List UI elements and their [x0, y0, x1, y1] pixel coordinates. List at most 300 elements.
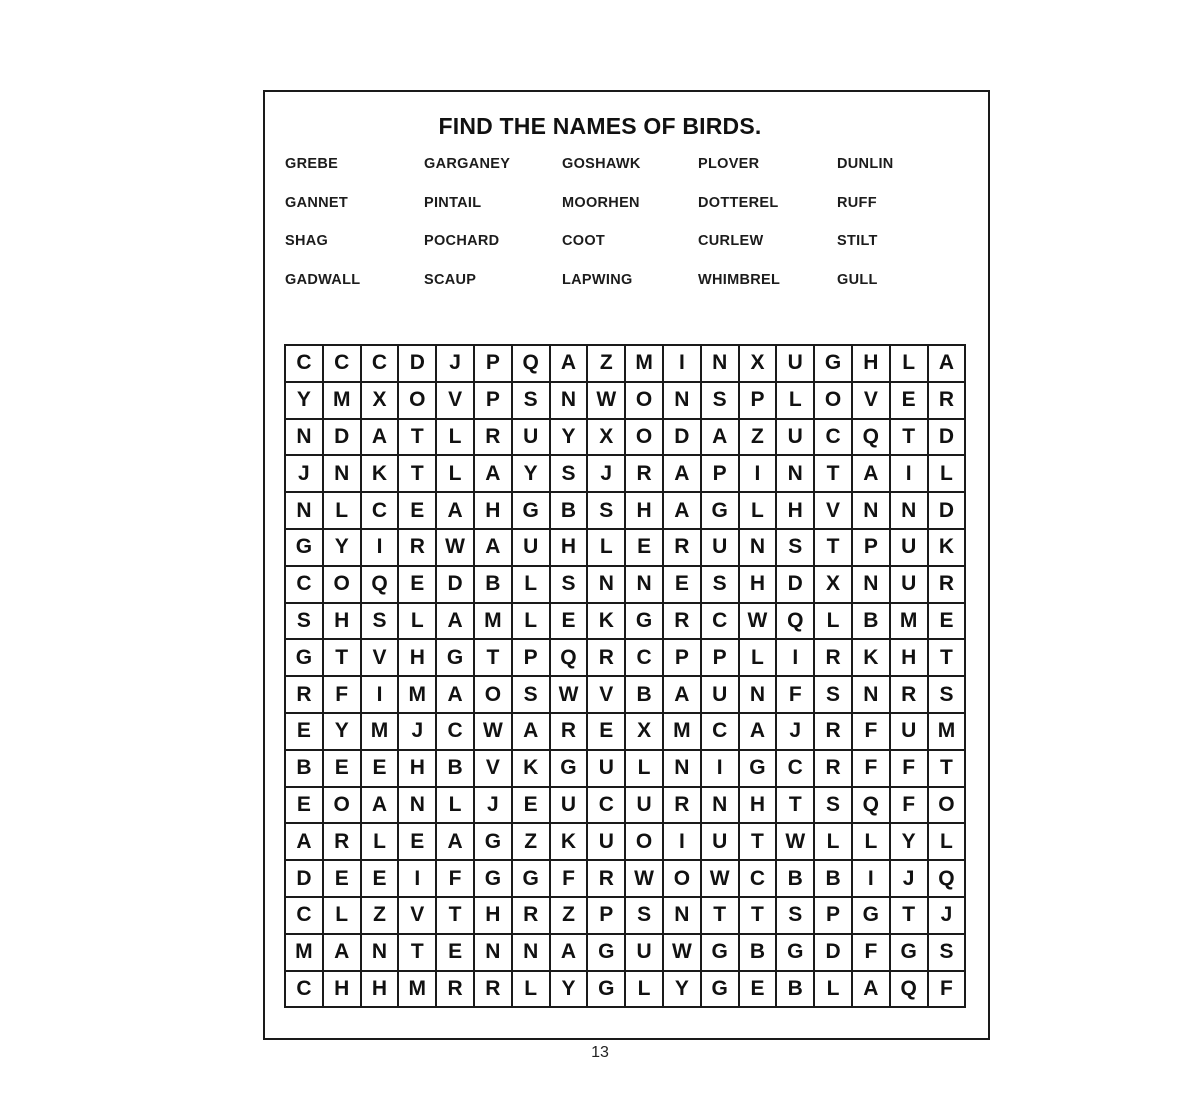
grid-cell[interactable]: E: [399, 493, 437, 530]
grid-cell[interactable]: U: [891, 530, 929, 567]
grid-cell[interactable]: H: [551, 530, 589, 567]
grid-cell[interactable]: G: [891, 935, 929, 972]
grid-cell[interactable]: M: [664, 714, 702, 751]
grid-cell[interactable]: D: [286, 861, 324, 898]
grid-cell[interactable]: H: [324, 604, 362, 641]
grid-cell[interactable]: I: [777, 640, 815, 677]
grid-cell[interactable]: E: [740, 972, 778, 1009]
grid-cell[interactable]: O: [664, 861, 702, 898]
grid-cell[interactable]: J: [588, 456, 626, 493]
grid-cell[interactable]: E: [399, 567, 437, 604]
grid-cell[interactable]: C: [286, 972, 324, 1009]
grid-cell[interactable]: R: [929, 567, 967, 604]
grid-cell[interactable]: Y: [324, 714, 362, 751]
grid-cell[interactable]: C: [324, 346, 362, 383]
grid-cell[interactable]: D: [664, 420, 702, 457]
grid-cell[interactable]: Y: [513, 456, 551, 493]
grid-cell[interactable]: F: [437, 861, 475, 898]
grid-cell[interactable]: R: [664, 788, 702, 825]
grid-cell[interactable]: C: [702, 604, 740, 641]
grid-cell[interactable]: E: [286, 788, 324, 825]
grid-cell[interactable]: E: [437, 935, 475, 972]
grid-cell[interactable]: O: [475, 677, 513, 714]
grid-cell[interactable]: O: [626, 383, 664, 420]
grid-cell[interactable]: P: [815, 898, 853, 935]
grid-cell[interactable]: H: [399, 751, 437, 788]
grid-cell[interactable]: Y: [286, 383, 324, 420]
grid-cell[interactable]: B: [853, 604, 891, 641]
grid-cell[interactable]: N: [740, 530, 778, 567]
grid-cell[interactable]: T: [891, 420, 929, 457]
grid-cell[interactable]: P: [702, 640, 740, 677]
grid-cell[interactable]: C: [588, 788, 626, 825]
grid-cell[interactable]: E: [626, 530, 664, 567]
grid-cell[interactable]: A: [551, 346, 589, 383]
grid-cell[interactable]: O: [626, 420, 664, 457]
grid-cell[interactable]: R: [324, 824, 362, 861]
grid-cell[interactable]: L: [437, 788, 475, 825]
grid-cell[interactable]: K: [853, 640, 891, 677]
grid-cell[interactable]: X: [588, 420, 626, 457]
grid-cell[interactable]: O: [929, 788, 967, 825]
grid-cell[interactable]: V: [437, 383, 475, 420]
grid-cell[interactable]: I: [740, 456, 778, 493]
grid-cell[interactable]: D: [815, 935, 853, 972]
grid-cell[interactable]: M: [399, 677, 437, 714]
grid-cell[interactable]: V: [588, 677, 626, 714]
grid-cell[interactable]: Y: [324, 530, 362, 567]
grid-cell[interactable]: N: [891, 493, 929, 530]
grid-cell[interactable]: E: [399, 824, 437, 861]
grid-cell[interactable]: U: [702, 824, 740, 861]
grid-cell[interactable]: A: [437, 677, 475, 714]
grid-cell[interactable]: E: [513, 788, 551, 825]
grid-cell[interactable]: C: [815, 420, 853, 457]
grid-cell[interactable]: D: [929, 420, 967, 457]
grid-cell[interactable]: A: [324, 935, 362, 972]
grid-cell[interactable]: Q: [891, 972, 929, 1009]
grid-cell[interactable]: H: [475, 898, 513, 935]
grid-cell[interactable]: W: [551, 677, 589, 714]
grid-cell[interactable]: E: [362, 751, 400, 788]
grid-cell[interactable]: U: [551, 788, 589, 825]
grid-cell[interactable]: F: [929, 972, 967, 1009]
grid-cell[interactable]: Y: [664, 972, 702, 1009]
grid-cell[interactable]: A: [664, 456, 702, 493]
grid-cell[interactable]: T: [929, 640, 967, 677]
grid-cell[interactable]: N: [324, 456, 362, 493]
grid-cell[interactable]: B: [777, 972, 815, 1009]
grid-cell[interactable]: E: [324, 861, 362, 898]
grid-cell[interactable]: K: [588, 604, 626, 641]
grid-cell[interactable]: T: [324, 640, 362, 677]
grid-cell[interactable]: T: [929, 751, 967, 788]
grid-cell[interactable]: S: [929, 935, 967, 972]
grid-cell[interactable]: L: [740, 493, 778, 530]
grid-cell[interactable]: H: [891, 640, 929, 677]
grid-cell[interactable]: W: [664, 935, 702, 972]
grid-cell[interactable]: Y: [551, 972, 589, 1009]
grid-cell[interactable]: L: [324, 493, 362, 530]
grid-cell[interactable]: L: [399, 604, 437, 641]
grid-cell[interactable]: F: [891, 788, 929, 825]
grid-cell[interactable]: N: [362, 935, 400, 972]
grid-cell[interactable]: D: [324, 420, 362, 457]
grid-cell[interactable]: A: [853, 456, 891, 493]
grid-cell[interactable]: X: [740, 346, 778, 383]
grid-cell[interactable]: P: [588, 898, 626, 935]
grid-cell[interactable]: N: [702, 788, 740, 825]
grid-cell[interactable]: L: [626, 972, 664, 1009]
grid-cell[interactable]: R: [815, 714, 853, 751]
grid-cell[interactable]: J: [777, 714, 815, 751]
grid-cell[interactable]: H: [324, 972, 362, 1009]
grid-cell[interactable]: W: [740, 604, 778, 641]
grid-cell[interactable]: H: [777, 493, 815, 530]
grid-cell[interactable]: M: [399, 972, 437, 1009]
grid-cell[interactable]: Q: [513, 346, 551, 383]
grid-cell[interactable]: J: [286, 456, 324, 493]
grid-cell[interactable]: R: [475, 972, 513, 1009]
grid-cell[interactable]: U: [777, 420, 815, 457]
grid-cell[interactable]: D: [777, 567, 815, 604]
grid-cell[interactable]: H: [740, 567, 778, 604]
grid-cell[interactable]: Q: [777, 604, 815, 641]
grid-cell[interactable]: G: [513, 861, 551, 898]
grid-cell[interactable]: E: [324, 751, 362, 788]
grid-cell[interactable]: U: [513, 420, 551, 457]
grid-cell[interactable]: M: [891, 604, 929, 641]
grid-cell[interactable]: I: [891, 456, 929, 493]
grid-cell[interactable]: R: [475, 420, 513, 457]
grid-cell[interactable]: S: [286, 604, 324, 641]
grid-cell[interactable]: A: [475, 530, 513, 567]
grid-cell[interactable]: S: [702, 383, 740, 420]
grid-cell[interactable]: R: [929, 383, 967, 420]
grid-cell[interactable]: E: [362, 861, 400, 898]
grid-cell[interactable]: N: [286, 493, 324, 530]
grid-cell[interactable]: S: [815, 788, 853, 825]
grid-cell[interactable]: W: [437, 530, 475, 567]
grid-cell[interactable]: G: [588, 935, 626, 972]
grid-cell[interactable]: G: [475, 861, 513, 898]
grid-cell[interactable]: G: [740, 751, 778, 788]
grid-cell[interactable]: M: [362, 714, 400, 751]
grid-cell[interactable]: A: [286, 824, 324, 861]
grid-cell[interactable]: A: [437, 824, 475, 861]
grid-cell[interactable]: B: [286, 751, 324, 788]
grid-cell[interactable]: L: [513, 972, 551, 1009]
grid-cell[interactable]: B: [551, 493, 589, 530]
grid-cell[interactable]: W: [702, 861, 740, 898]
grid-cell[interactable]: O: [324, 788, 362, 825]
grid-cell[interactable]: V: [815, 493, 853, 530]
grid-cell[interactable]: Z: [740, 420, 778, 457]
grid-cell[interactable]: B: [475, 567, 513, 604]
grid-cell[interactable]: L: [740, 640, 778, 677]
grid-cell[interactable]: N: [588, 567, 626, 604]
grid-cell[interactable]: T: [399, 456, 437, 493]
grid-cell[interactable]: U: [626, 788, 664, 825]
grid-cell[interactable]: U: [626, 935, 664, 972]
grid-cell[interactable]: T: [740, 824, 778, 861]
grid-cell[interactable]: N: [551, 383, 589, 420]
grid-cell[interactable]: N: [853, 677, 891, 714]
grid-cell[interactable]: G: [475, 824, 513, 861]
grid-cell[interactable]: T: [475, 640, 513, 677]
grid-cell[interactable]: R: [664, 604, 702, 641]
grid-cell[interactable]: N: [664, 751, 702, 788]
grid-cell[interactable]: K: [362, 456, 400, 493]
grid-cell[interactable]: P: [702, 456, 740, 493]
grid-cell[interactable]: T: [399, 420, 437, 457]
grid-cell[interactable]: N: [475, 935, 513, 972]
grid-cell[interactable]: T: [702, 898, 740, 935]
grid-cell[interactable]: O: [324, 567, 362, 604]
grid-cell[interactable]: R: [664, 530, 702, 567]
grid-cell[interactable]: A: [664, 493, 702, 530]
grid-cell[interactable]: F: [891, 751, 929, 788]
grid-cell[interactable]: F: [551, 861, 589, 898]
grid-cell[interactable]: L: [324, 898, 362, 935]
grid-cell[interactable]: B: [740, 935, 778, 972]
grid-cell[interactable]: L: [437, 420, 475, 457]
grid-cell[interactable]: R: [437, 972, 475, 1009]
grid-cell[interactable]: A: [362, 788, 400, 825]
grid-cell[interactable]: R: [815, 751, 853, 788]
grid-cell[interactable]: W: [475, 714, 513, 751]
grid-cell[interactable]: L: [929, 824, 967, 861]
grid-cell[interactable]: C: [286, 898, 324, 935]
grid-cell[interactable]: E: [588, 714, 626, 751]
grid-cell[interactable]: X: [626, 714, 664, 751]
grid-cell[interactable]: Z: [513, 824, 551, 861]
grid-cell[interactable]: U: [588, 824, 626, 861]
grid-cell[interactable]: L: [513, 604, 551, 641]
grid-cell[interactable]: L: [891, 346, 929, 383]
grid-cell[interactable]: Z: [588, 346, 626, 383]
grid-cell[interactable]: R: [286, 677, 324, 714]
grid-cell[interactable]: D: [399, 346, 437, 383]
grid-cell[interactable]: A: [437, 493, 475, 530]
grid-cell[interactable]: C: [362, 493, 400, 530]
grid-cell[interactable]: S: [588, 493, 626, 530]
grid-cell[interactable]: L: [362, 824, 400, 861]
grid-cell[interactable]: H: [626, 493, 664, 530]
grid-cell[interactable]: N: [664, 898, 702, 935]
grid-cell[interactable]: S: [362, 604, 400, 641]
grid-cell[interactable]: S: [551, 567, 589, 604]
grid-cell[interactable]: Y: [891, 824, 929, 861]
grid-cell[interactable]: R: [588, 640, 626, 677]
grid-cell[interactable]: L: [815, 972, 853, 1009]
grid-cell[interactable]: G: [815, 346, 853, 383]
grid-cell[interactable]: A: [362, 420, 400, 457]
grid-cell[interactable]: U: [777, 346, 815, 383]
grid-cell[interactable]: O: [815, 383, 853, 420]
grid-cell[interactable]: M: [324, 383, 362, 420]
grid-cell[interactable]: K: [551, 824, 589, 861]
grid-cell[interactable]: R: [626, 456, 664, 493]
grid-cell[interactable]: N: [853, 567, 891, 604]
grid-cell[interactable]: H: [362, 972, 400, 1009]
grid-cell[interactable]: Y: [551, 420, 589, 457]
grid-cell[interactable]: N: [513, 935, 551, 972]
grid-cell[interactable]: U: [702, 677, 740, 714]
grid-cell[interactable]: R: [588, 861, 626, 898]
grid-cell[interactable]: L: [437, 456, 475, 493]
grid-cell[interactable]: Z: [362, 898, 400, 935]
grid-cell[interactable]: Q: [362, 567, 400, 604]
grid-cell[interactable]: F: [853, 935, 891, 972]
grid-cell[interactable]: F: [777, 677, 815, 714]
grid-cell[interactable]: A: [929, 346, 967, 383]
grid-cell[interactable]: R: [399, 530, 437, 567]
grid-cell[interactable]: M: [929, 714, 967, 751]
grid-cell[interactable]: C: [437, 714, 475, 751]
grid-cell[interactable]: T: [399, 935, 437, 972]
grid-cell[interactable]: H: [399, 640, 437, 677]
grid-cell[interactable]: T: [740, 898, 778, 935]
grid-cell[interactable]: I: [664, 346, 702, 383]
grid-cell[interactable]: T: [815, 530, 853, 567]
grid-cell[interactable]: A: [702, 420, 740, 457]
grid-cell[interactable]: M: [626, 346, 664, 383]
grid-cell[interactable]: V: [853, 383, 891, 420]
grid-cell[interactable]: O: [399, 383, 437, 420]
grid-cell[interactable]: E: [891, 383, 929, 420]
grid-cell[interactable]: J: [891, 861, 929, 898]
grid-cell[interactable]: V: [399, 898, 437, 935]
grid-cell[interactable]: N: [626, 567, 664, 604]
grid-cell[interactable]: C: [286, 567, 324, 604]
grid-cell[interactable]: U: [513, 530, 551, 567]
grid-cell[interactable]: G: [702, 972, 740, 1009]
grid-cell[interactable]: V: [362, 640, 400, 677]
grid-cell[interactable]: D: [929, 493, 967, 530]
grid-cell[interactable]: R: [891, 677, 929, 714]
grid-cell[interactable]: S: [777, 530, 815, 567]
grid-cell[interactable]: L: [626, 751, 664, 788]
grid-cell[interactable]: A: [664, 677, 702, 714]
grid-cell[interactable]: W: [588, 383, 626, 420]
grid-cell[interactable]: B: [815, 861, 853, 898]
grid-cell[interactable]: U: [702, 530, 740, 567]
grid-cell[interactable]: A: [475, 456, 513, 493]
grid-cell[interactable]: X: [362, 383, 400, 420]
grid-cell[interactable]: N: [664, 383, 702, 420]
grid-cell[interactable]: H: [853, 346, 891, 383]
grid-cell[interactable]: P: [853, 530, 891, 567]
grid-cell[interactable]: G: [513, 493, 551, 530]
grid-cell[interactable]: R: [815, 640, 853, 677]
grid-cell[interactable]: I: [664, 824, 702, 861]
grid-cell[interactable]: S: [513, 677, 551, 714]
grid-cell[interactable]: Q: [551, 640, 589, 677]
grid-cell[interactable]: G: [588, 972, 626, 1009]
grid-cell[interactable]: M: [286, 935, 324, 972]
grid-cell[interactable]: G: [702, 935, 740, 972]
grid-cell[interactable]: T: [777, 788, 815, 825]
grid-cell[interactable]: G: [626, 604, 664, 641]
grid-cell[interactable]: P: [740, 383, 778, 420]
grid-cell[interactable]: S: [702, 567, 740, 604]
grid-cell[interactable]: O: [626, 824, 664, 861]
grid-cell[interactable]: A: [853, 972, 891, 1009]
grid-cell[interactable]: F: [853, 751, 891, 788]
grid-cell[interactable]: P: [664, 640, 702, 677]
grid-cell[interactable]: C: [362, 346, 400, 383]
grid-cell[interactable]: K: [513, 751, 551, 788]
grid-cell[interactable]: A: [551, 935, 589, 972]
grid-cell[interactable]: H: [740, 788, 778, 825]
grid-cell[interactable]: Q: [929, 861, 967, 898]
grid-cell[interactable]: C: [740, 861, 778, 898]
grid-cell[interactable]: X: [815, 567, 853, 604]
grid-cell[interactable]: J: [929, 898, 967, 935]
grid-cell[interactable]: G: [286, 530, 324, 567]
grid-cell[interactable]: W: [626, 861, 664, 898]
grid-cell[interactable]: M: [475, 604, 513, 641]
grid-cell[interactable]: S: [626, 898, 664, 935]
grid-cell[interactable]: S: [513, 383, 551, 420]
grid-cell[interactable]: T: [891, 898, 929, 935]
grid-cell[interactable]: J: [399, 714, 437, 751]
grid-cell[interactable]: N: [777, 456, 815, 493]
grid-cell[interactable]: F: [853, 714, 891, 751]
grid-cell[interactable]: A: [513, 714, 551, 751]
grid-cell[interactable]: T: [437, 898, 475, 935]
grid-cell[interactable]: A: [740, 714, 778, 751]
grid-cell[interactable]: L: [777, 383, 815, 420]
grid-cell[interactable]: F: [324, 677, 362, 714]
grid-cell[interactable]: G: [437, 640, 475, 677]
grid-cell[interactable]: L: [513, 567, 551, 604]
grid-cell[interactable]: G: [702, 493, 740, 530]
grid-cell[interactable]: C: [702, 714, 740, 751]
grid-cell[interactable]: N: [702, 346, 740, 383]
grid-cell[interactable]: W: [777, 824, 815, 861]
grid-cell[interactable]: B: [777, 861, 815, 898]
grid-cell[interactable]: R: [513, 898, 551, 935]
grid-cell[interactable]: R: [551, 714, 589, 751]
grid-cell[interactable]: S: [929, 677, 967, 714]
grid-cell[interactable]: I: [362, 677, 400, 714]
grid-cell[interactable]: Q: [853, 788, 891, 825]
grid-cell[interactable]: Z: [551, 898, 589, 935]
grid-cell[interactable]: L: [929, 456, 967, 493]
grid-cell[interactable]: B: [437, 751, 475, 788]
grid-cell[interactable]: L: [588, 530, 626, 567]
grid-cell[interactable]: J: [475, 788, 513, 825]
grid-cell[interactable]: P: [475, 346, 513, 383]
grid-cell[interactable]: D: [437, 567, 475, 604]
grid-cell[interactable]: N: [853, 493, 891, 530]
grid-cell[interactable]: G: [551, 751, 589, 788]
grid-cell[interactable]: L: [815, 604, 853, 641]
grid-cell[interactable]: C: [286, 346, 324, 383]
grid-cell[interactable]: B: [626, 677, 664, 714]
grid-cell[interactable]: J: [437, 346, 475, 383]
grid-cell[interactable]: Q: [853, 420, 891, 457]
grid-cell[interactable]: N: [740, 677, 778, 714]
grid-cell[interactable]: P: [475, 383, 513, 420]
grid-cell[interactable]: G: [853, 898, 891, 935]
grid-cell[interactable]: L: [815, 824, 853, 861]
grid-cell[interactable]: S: [815, 677, 853, 714]
grid-cell[interactable]: S: [777, 898, 815, 935]
grid-cell[interactable]: P: [513, 640, 551, 677]
